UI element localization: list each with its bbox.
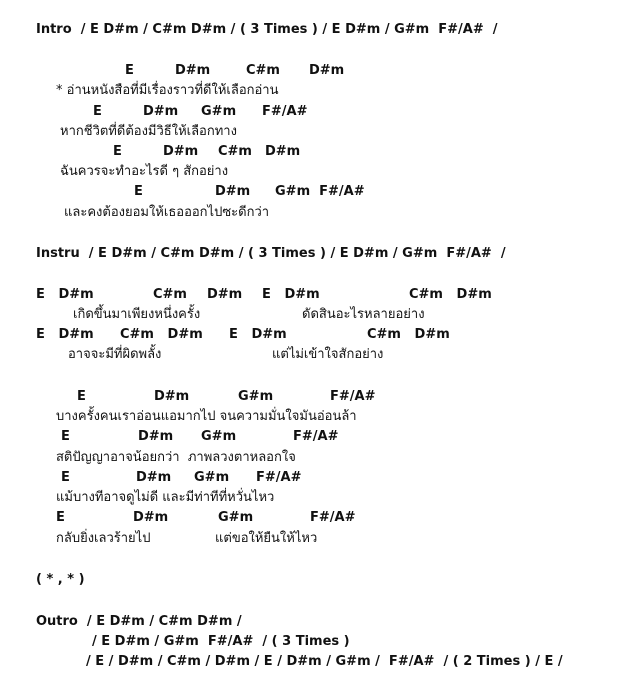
chord: E xyxy=(77,389,86,404)
lyric-line: อาจจะมีที่ผิดพลั้ง xyxy=(68,347,162,362)
instru-line: Instru / E D#m / C#m D#m / ( 3 Times ) / E D#m / G#m F#/A# / xyxy=(36,246,506,261)
outro-line: / E / D#m / C#m / D#m / E / D#m / G#m / F#/A# / ( 2 Times ) / E / xyxy=(86,654,563,669)
chord: E D#m xyxy=(36,327,94,342)
chord: E xyxy=(61,429,70,444)
chord: G#m xyxy=(218,510,254,525)
chord: C#m xyxy=(218,144,252,159)
chord: F#/A# xyxy=(330,389,376,404)
chord: C#m D#m xyxy=(409,287,492,302)
chord: E xyxy=(56,510,65,525)
lyric-line: แต่ไม่เข้าใจสักอย่าง xyxy=(272,347,384,362)
chord: E D#m xyxy=(262,287,320,302)
lyric-line: ฉันควรจะทำอะไรดี ๆ สักอย่าง xyxy=(60,164,229,179)
chord: C#m xyxy=(153,287,187,302)
lyric-line: สติปัญญาอาจน้อยกว่า ภาพลวงตาหลอกใจ xyxy=(56,450,296,465)
lyric-line: แม้บางทีอาจดูไม่ดี และมีท่าทีที่หวั่นไหว xyxy=(56,490,275,505)
chord: D#m xyxy=(265,144,301,159)
intro-line: Intro / E D#m / C#m D#m / ( 3 Times ) / E D#m / G#m F#/A# / xyxy=(36,22,498,37)
chord: D#m xyxy=(143,104,179,119)
chord: F#/A# xyxy=(262,104,308,119)
chord: D#m xyxy=(207,287,243,302)
lyric-line: ดัดสินอะไรหลายอย่าง xyxy=(302,307,425,322)
chord: F#/A# xyxy=(310,510,356,525)
lyric-line: หากชีวิตที่ดีต้องมีวิธีให้เลือกทาง xyxy=(60,124,237,139)
lyric-line: แต่ขอให้ยืนให้ไหว xyxy=(215,531,318,546)
chord: G#m F#/A# xyxy=(275,184,365,199)
chord: C#m D#m xyxy=(367,327,450,342)
chord: C#m xyxy=(246,63,280,78)
chord: E xyxy=(125,63,134,78)
chord: D#m xyxy=(138,429,174,444)
chord: D#m xyxy=(136,470,172,485)
outro-line: Outro / E D#m / C#m D#m / xyxy=(36,614,242,629)
lyric-line: บางครั้งคนเราอ่อนแอมากไป จนความมั่นใจมันอ่อนล้า xyxy=(56,409,357,424)
chord: D#m xyxy=(163,144,199,159)
chord: F#/A# xyxy=(293,429,339,444)
chord: G#m xyxy=(201,429,237,444)
chord: D#m xyxy=(175,63,211,78)
chord: F#/A# xyxy=(256,470,302,485)
chord: E D#m xyxy=(36,287,94,302)
lyric-line: และคงต้องยอมให้เธอออกไปซะดีกว่า xyxy=(64,205,270,220)
chord: E D#m xyxy=(229,327,287,342)
chord: D#m xyxy=(309,63,345,78)
lyric-line: กลับยิ่งเลวร้ายไป xyxy=(56,531,151,546)
repeat-marker: ( * , * ) xyxy=(36,572,85,587)
chord: E xyxy=(61,470,70,485)
chord: E xyxy=(134,184,143,199)
chord: E xyxy=(93,104,102,119)
lyric-line: เกิดขึ้นมาเพียงหนึ่งครั้ง xyxy=(73,307,201,322)
chord: E xyxy=(113,144,122,159)
chord: C#m D#m xyxy=(120,327,203,342)
chord: G#m xyxy=(238,389,274,404)
chord: G#m xyxy=(194,470,230,485)
chord: G#m xyxy=(201,104,237,119)
chord: D#m xyxy=(215,184,251,199)
chord: D#m xyxy=(154,389,190,404)
lyric-line: * อ่านหนังสือที่มีเรื่องราวที่ดีให้เลือกอ่าน xyxy=(56,83,279,98)
outro-line: / E D#m / G#m F#/A# / ( 3 Times ) xyxy=(92,634,350,649)
chord: D#m xyxy=(133,510,169,525)
